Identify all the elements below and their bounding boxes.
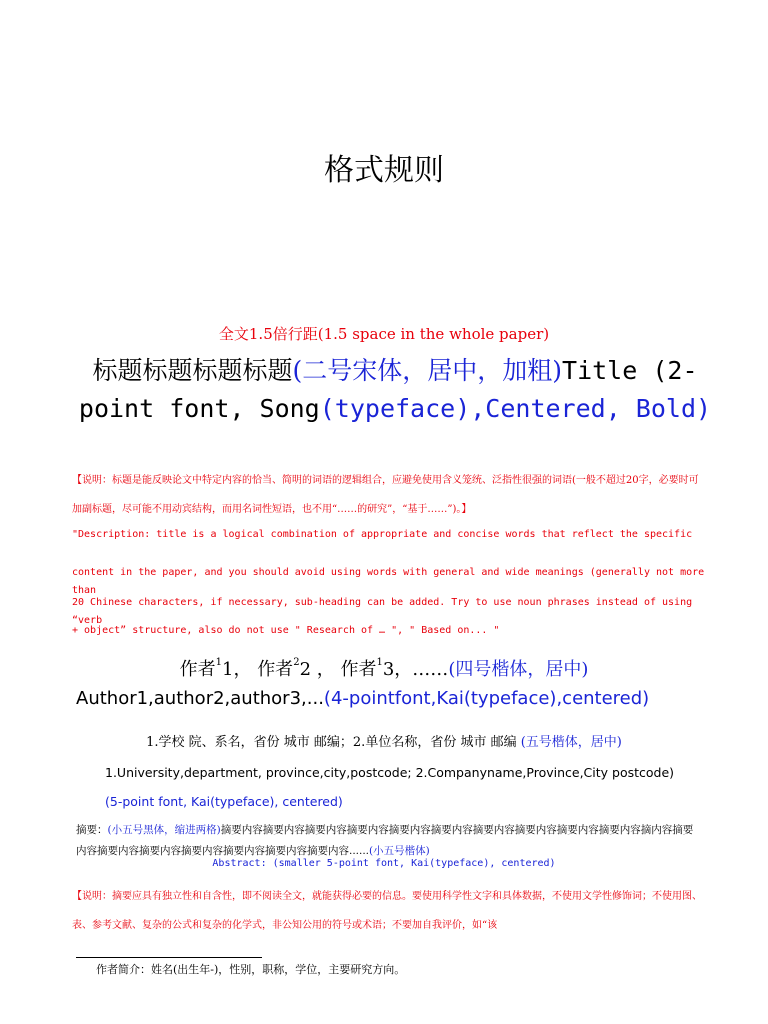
abstract-label: 摘要： (76, 824, 108, 836)
heading-en-b: (typeface),Centered, Bold) (319, 394, 712, 423)
author-3: 作者 (340, 659, 377, 680)
abstract-en-spec: Abstract: (smaller 5-point font, Kai(typeface), centered) (212, 858, 556, 869)
affiliation-en-spec: (5-point font, Kai(typeface), centered) (105, 794, 343, 809)
title-desc-line3: 20 Chinese characters, if necessary, sub-heading can be added. Try to use noun phrases instead of using “verb (72, 597, 693, 626)
authors-en-text: Author1,author2,author3,... (76, 688, 324, 709)
author-2: 作者 (257, 659, 294, 680)
page-title: 格式规则 (324, 153, 444, 188)
authors-cn-spec: (四号楷体，居中) (448, 659, 589, 680)
title-desc-line1: "Description: title is a logical combination of appropriate and concise words that reflect the specific (72, 529, 693, 540)
abstract-text-2: 摘要内容摘要内容摘要内容摘要内容摘要内容摘要内容摘要内容...... (76, 824, 694, 857)
author-footnote: 作者简介：姓名(出生年-)，性别，职称，学位，主要研究方向。 (96, 963, 406, 976)
abstract-spec: (小五号黑体，缩进两格) (107, 824, 221, 836)
authors-cn (0, 655, 768, 681)
heading-cn-spec: (二号宋体，居中，加粗) (292, 356, 563, 385)
title-note: 【说明：标题是能反映论文中特定内容的恰当、简明的词语的逻辑组合，应避免使用含义笼统、泛指性很强的词语(一般不超过20字，必要时可加副标题，尽可能不用动宾结构，而用名词性短语，也不用“……的研究”，“基于……”)。】 (72, 475, 699, 515)
footnote-rule (76, 957, 262, 958)
author-3-affil-mark: 1 (376, 657, 383, 668)
heading-en-a: Title (2-point font, Song (78, 356, 698, 423)
affiliation-cn-spec: (五号楷体，居中) (520, 735, 622, 750)
author-2-affil-mark: 2 (293, 657, 300, 668)
affiliation-en: 1.University,department, province,city,postcode; 2.Companyname,Province,City postcode) (105, 765, 675, 780)
author-1: 作者 (179, 659, 216, 680)
heading-cn: 标题标题标题标题 (92, 356, 293, 385)
affiliation-cn (0, 731, 768, 750)
abstract-note: 【说明：摘要应具有独立性和自含性，即不阅读全文，就能获得必要的信息。要使用科学性文字和具体数据，不使用文学性修饰词；不使用图、表、参考文献、复杂的公式和复杂的化学式，非公知公用的符号或术语；不要加自我评价，如“该 (72, 891, 702, 931)
abstract-block (76, 820, 696, 862)
paper-title-heading (60, 352, 730, 428)
affiliation-cn-text: 1.学校 院、系名，省份 城市 邮编；2.单位名称，省份 城市 邮编 (146, 735, 517, 750)
line-spacing-note: 全文1.5倍行距(1.5 space in the whole paper) (218, 325, 550, 343)
author-3-num: 3，…… (382, 659, 449, 680)
abstract-text-1: 摘要内容摘要内容摘要内容摘要内容摘要内容摘要内容摘要内容摘要内容摘要内容摘要内容摘内容 (220, 824, 673, 836)
title-desc-line2: content in the paper, and you should avoid using words with general and wide meanings (generally not more than (72, 567, 705, 596)
author-2-num: 2 ， (299, 659, 335, 680)
abstract-spec-2: (小五号楷体) (369, 845, 430, 857)
authors-en (76, 688, 649, 709)
author-1-num: 1， (222, 659, 252, 680)
authors-en-spec: (4-pointfont,Kai(typeface),centered) (323, 688, 650, 709)
title-desc-line4: + object” structure, also do not use " Research of … ", " Based on... " (72, 625, 500, 636)
author-1-affil-mark: 1 (215, 657, 222, 668)
